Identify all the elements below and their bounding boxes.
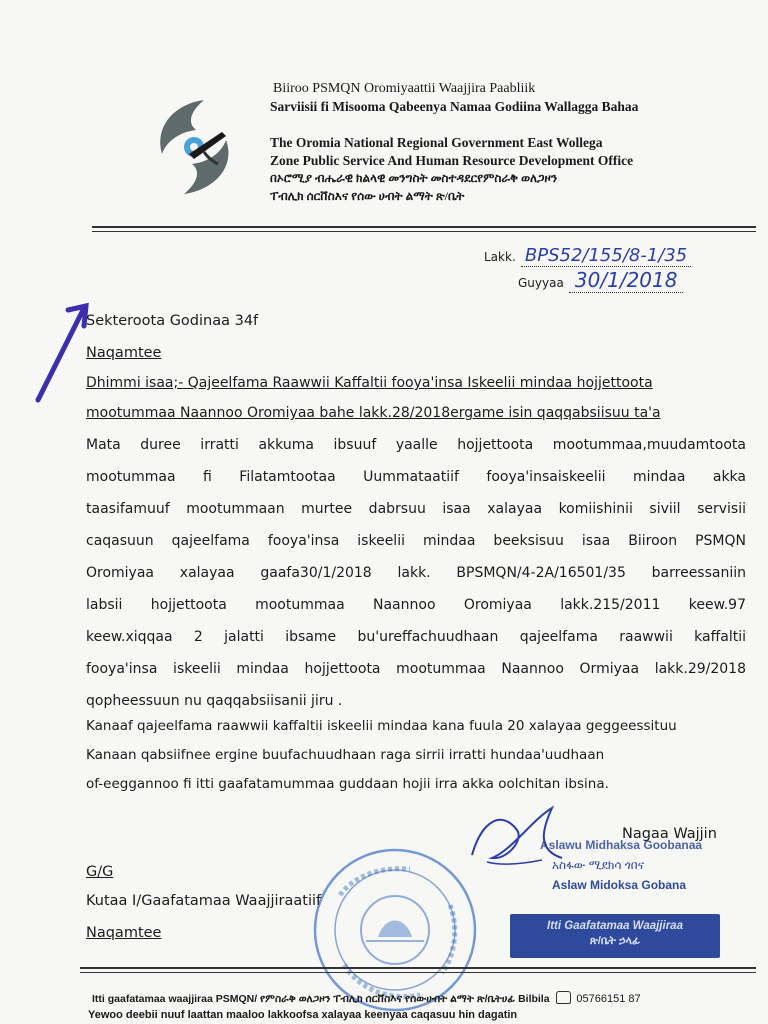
paragraph-line: fooya'insa iskeelii mindaa hojjettoota mootummaa Naannoo Ormiyaa lakk.29/2018 xyxy=(86,661,746,677)
footer-phone-number: 05766151 87 xyxy=(576,993,641,1005)
subject-line-2: mootummaa Naannoo Oromiyaa bahe lakk.28/2018ergame isin qaqqabsiisuu ta'a xyxy=(86,405,661,421)
paragraph-line-last: qopheessuun nu qaqqabsiisanii jiru . xyxy=(86,693,343,709)
paragraph-line: Kanaan qabsiifnee ergine buufachuudhaan raga sirrii irratti hundaa'uudhaan xyxy=(86,747,605,763)
paragraph-line: keew.xiqqaa 2 jalatti ibsame bu'ureffachuudhaan qajeelfama raawwii kaffaltii xyxy=(86,629,746,645)
paragraph-line: Mata duree irratti akkuma ibsuuf yaalle hojjettoota mootummaa,muudamtoota xyxy=(86,437,746,453)
signatory-name-amharic: አስፋው ሚደክሳ ጎበና xyxy=(552,858,645,872)
paragraph-line: taasifamuuf mootummaan murtee dabrsuu isaa xalayaa komiishinii siviil servisii xyxy=(86,501,746,517)
paragraph-line: caqasuun qajeelfama fooya'insa iskeelii mindaa beeksisuu isaa Biiroon PSMQN xyxy=(86,533,746,549)
paragraph-line: Kanaaf qajeelfama raawwii kaffaltii iskeelii mindaa kana fuula 20 xalayaa geggeessituu xyxy=(86,718,677,734)
official-title-stamp xyxy=(510,914,720,958)
official-title-amharic: ጽ/ቤት ኃላፊ xyxy=(589,935,641,947)
paragraph-line: mootummaa fi Filatamtootaa Uummataatiif fooya'insaiskeelii mindaa akka xyxy=(86,469,746,485)
reference-date xyxy=(518,268,683,292)
paragraph-line: Oromiyaa xalayaa gaafa30/1/2018 lakk. BPSMQN/4-2A/16501/35 barreessaniin xyxy=(86,565,746,581)
footer-divider-thin xyxy=(80,972,756,973)
header-divider-thin xyxy=(92,231,756,232)
recipient: Sekteroota Godinaa 34f xyxy=(86,313,259,329)
office-logo xyxy=(144,92,244,202)
recipient-city: Naqamtee xyxy=(86,345,162,361)
paragraph-line: of-eeggannoo fi itti gaafatamummaa guddaan hojii irra akka oolchitan ibsina. xyxy=(86,776,609,792)
footer-contact-text: Itti gaafatamaa waajjiraa PSMQN/ የምስራቅ ወለጋዞን ፐብሊክ ሰርቨስእና የሰውሀብት ልማት ጽ/ቤትሀፊ Bilbila xyxy=(92,993,550,1005)
reference-date-label: Guyyaa xyxy=(518,276,564,290)
header-divider xyxy=(92,226,756,228)
header-office-name-oromo: Biiroo PSMQN Oromiyaattii Waajjira Paabliik xyxy=(273,81,536,96)
reference-number-value: BPS52/155/8-1/35 xyxy=(521,245,691,267)
cc-city: Naqamtee xyxy=(86,925,162,941)
header-office-name-english-1: The Oromia National Regional Government East Wollega xyxy=(270,135,603,150)
header-office-subtitle-oromo: Sarviisii fi Misooma Qabeenya Namaa Godiina Wallagga Bahaa xyxy=(270,99,639,114)
header-office-name-english-2: Zone Public Service And Human Resource Development Office xyxy=(270,153,634,168)
subject-line-1: Dhimmi isaa;- Qajeelfama Raawwii Kaffaltii fooya'insa Iskeelii mindaa hojjettoota xyxy=(86,375,653,391)
footer-contact-line xyxy=(92,991,641,1006)
reference-number xyxy=(484,245,691,266)
phone-icon xyxy=(556,991,571,1004)
official-title-latin: Itti Gaafatamaa Waajjiraa xyxy=(547,920,683,932)
reference-number-label: Lakk. xyxy=(484,250,516,264)
footer-reminder: Yewoo deebii nuuf laattan maaloo lakkoofsa xalayaa keenyaa caqasuu hin dagatin xyxy=(88,1009,518,1021)
cc-recipient: Kutaa I/Gaafatamaa Waajjiraatiif xyxy=(86,893,322,909)
official-round-seal xyxy=(300,845,490,1015)
signatory-name-latin-top: Aslawu Midhaksa Goobanaa xyxy=(540,838,703,852)
header-office-name-amharic-2: ፐብሊክ ሰርቨስእና የሰው ሀብት ልማት ጽ/ቤት xyxy=(270,189,465,203)
paragraph-2 xyxy=(86,717,752,804)
cc-label: G/G xyxy=(86,864,114,880)
header-office-name-amharic-1: በኦሮሚያ ብሔራዊ ክልላዊ መንግስት መስተዳደርየምስራቅ ወለጋዞን xyxy=(270,171,558,185)
reference-date-value: 30/1/2018 xyxy=(569,268,684,293)
paragraph-line: labsii hojjettoota mootummaa Naannoo Oromiyaa lakk.215/2011 keew.97 xyxy=(86,597,746,613)
footer-divider xyxy=(80,967,756,969)
closing-greeting: Nagaa Wajjin xyxy=(622,826,717,842)
signatory-name-latin: Aslaw Midoksa Gobana xyxy=(552,878,687,892)
paragraph-1 xyxy=(86,435,746,723)
